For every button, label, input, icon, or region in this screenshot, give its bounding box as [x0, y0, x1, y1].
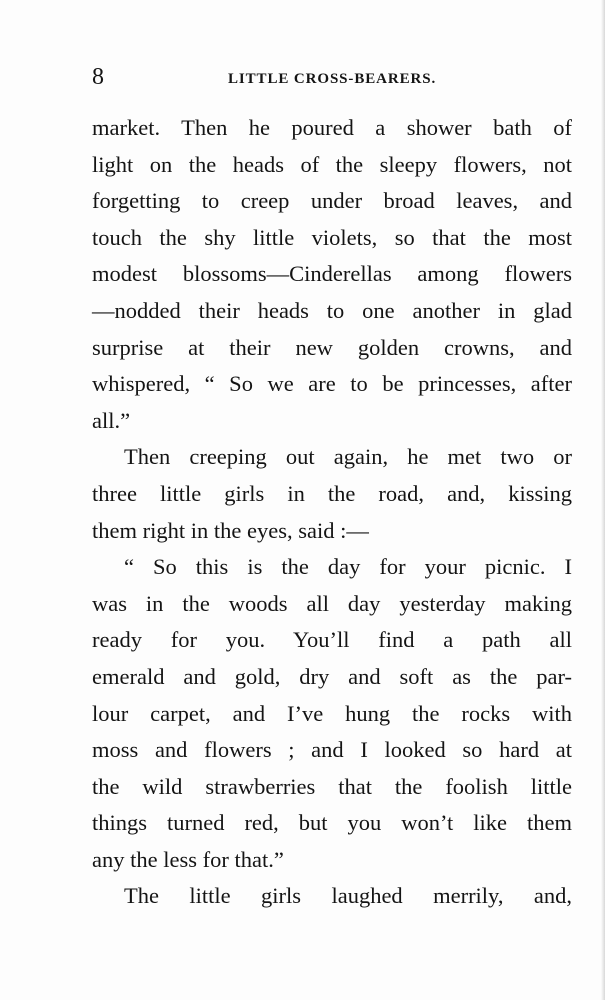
- text-line: light on the heads of the sleepy flowers, not: [92, 151, 572, 177]
- text-line: three little girls in the road, and, kissing: [92, 480, 572, 506]
- text-line: emerald and gold, dry and soft as the par-: [92, 663, 572, 689]
- text-line: moss and flowers ; and I looked so hard at: [92, 737, 572, 763]
- text-line: forgetting to creep under broad leaves, and: [92, 188, 572, 214]
- text-line: things turned red, but you won’t like them: [92, 810, 572, 836]
- text-line: was in the woods all day yesterday making: [92, 590, 572, 616]
- running-title: LITTLE CROSS-BEARERS.: [228, 71, 437, 87]
- text-line: —nodded their heads to one another in glad: [92, 297, 572, 323]
- text-line: all.”: [92, 407, 131, 433]
- text-line: modest blossoms—Cinderellas among flowers: [92, 261, 572, 287]
- text-line: ready for you. You’ll find a path all: [92, 627, 572, 653]
- text-line: surprise at their new golden crowns, and: [92, 334, 572, 360]
- text-line: touch the shy little violets, so that the most: [92, 224, 572, 250]
- text-line: market. Then he poured a shower bath of: [92, 115, 572, 140]
- text-line: “ So this is the day for your picnic. I: [124, 554, 572, 580]
- text-line: any the less for that.”: [92, 846, 284, 872]
- page-header: [92, 64, 572, 94]
- text-line: whispered, “ So we are to be princesses, after: [92, 371, 572, 397]
- body-text: [92, 110, 572, 915]
- text-line: lour carpet, and I’ve hung the rocks with: [92, 700, 572, 726]
- page-number: 8: [92, 64, 104, 90]
- text-line: them right in the eyes, said :—: [92, 517, 369, 543]
- text-line: The little girls laughed merrily, and,: [124, 883, 572, 909]
- text-line: Then creeping out again, he met two or: [124, 444, 572, 470]
- text-line: the wild strawberries that the foolish little: [92, 773, 572, 799]
- page-edge-shadow: [601, 0, 605, 1000]
